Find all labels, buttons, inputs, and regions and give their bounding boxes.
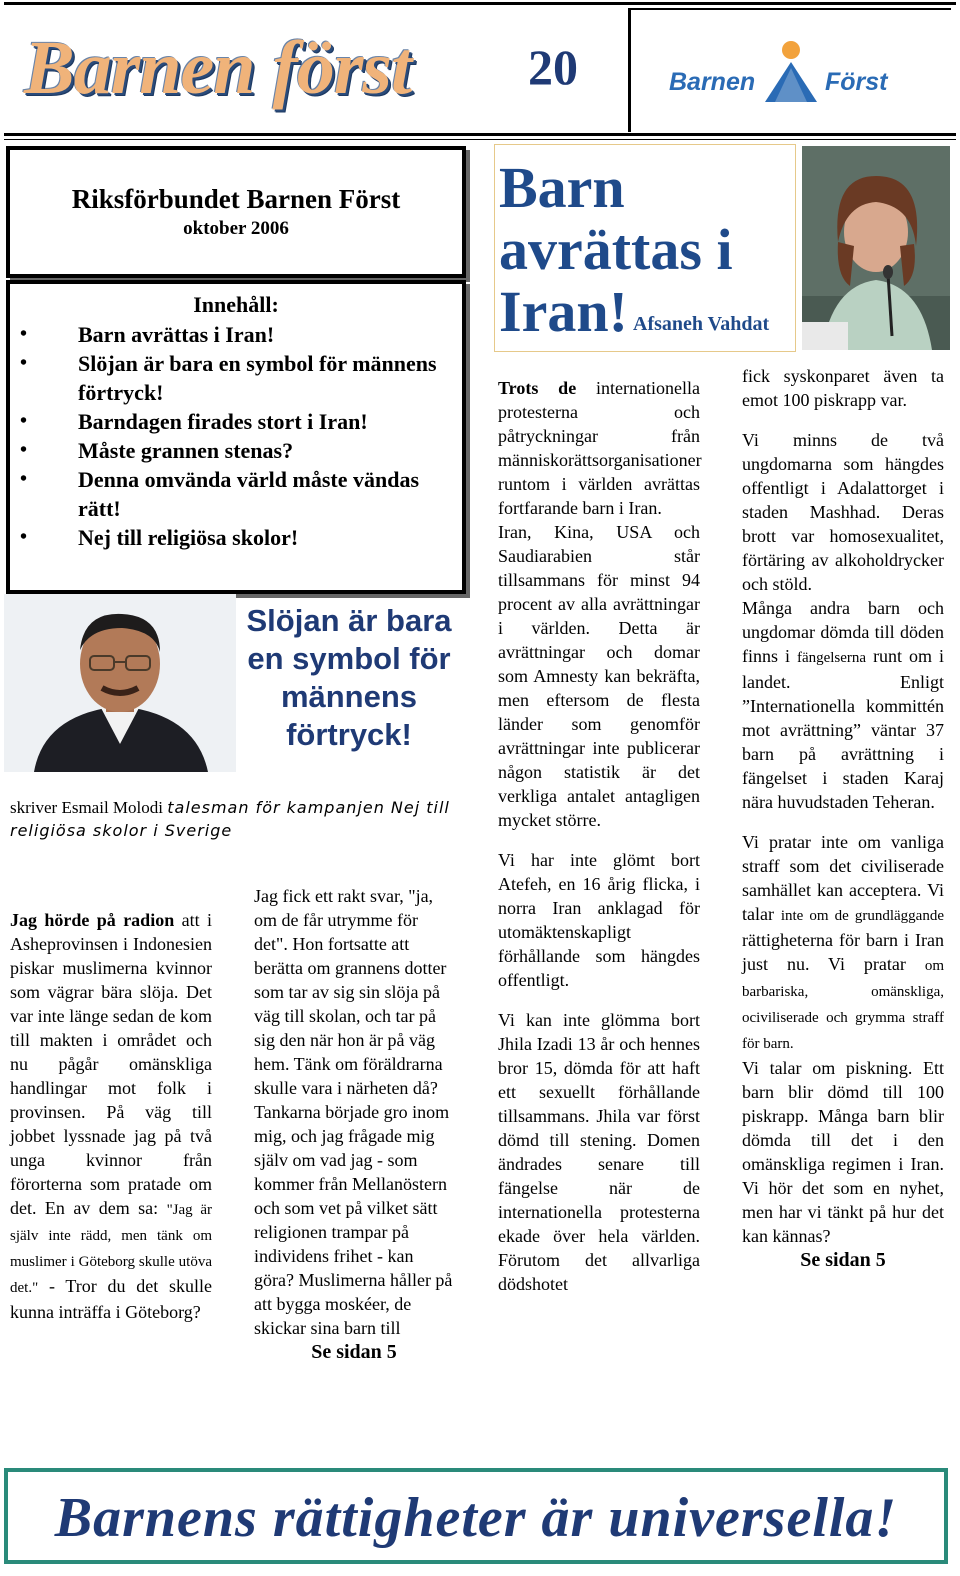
headline-line: avrättas i	[499, 217, 733, 282]
logo-word-left: Barnen	[669, 68, 756, 96]
masthead-bottom-rule-thin	[4, 139, 956, 140]
logo-figure-icon	[761, 38, 821, 104]
see-page-link[interactable]: Se sidan 5	[800, 1249, 886, 1271]
author-photo-vahdat	[802, 146, 950, 350]
footer-slogan: Barnens rättigheter är universella!	[54, 1487, 898, 1549]
see-page-link[interactable]: Se sidan 5	[311, 1341, 397, 1363]
article2-paragraph: Vi minns de två ungdomarna som hängdes offentligt i Adalattorget i staden Mashhad. Deras brott var homosexualitet, förtäring av alkoholdrycker och stöld.	[742, 430, 944, 594]
article1-quote: "Jag är själv inte rädd, men tänk om muslimer i Göteborg skulle utöva det."	[10, 1202, 213, 1296]
headline-line: Barn	[499, 155, 625, 220]
article2-lead: Trots de	[498, 378, 577, 398]
organization-logo	[628, 8, 951, 132]
masthead-top-rule	[4, 2, 956, 5]
article1-text: att i Asheprovinsen i Indonesien piskar muslimerna kvinnor som vägrar bära slöja. Det var inte länge sedan de kom till makten i området och nu pågår omänskliga handlingar mot folk i provinsen. På väg till jobbet lyssnade jag på två unga kvinnor från förorterna som pratade om det. En av dem sa:	[10, 910, 213, 1218]
article2-paragraph: Vi pratar inte om vanliga straff som det civiliserade samhället kan acceptera. Vi talar	[742, 832, 944, 924]
issue-number: 20	[528, 39, 578, 95]
contents-item[interactable]: • Denna omvända värld måste vändas rätt!	[16, 465, 452, 523]
footer-banner	[4, 1468, 948, 1564]
byline-role: talesman för kampanjen Nej till religiösa skolor i Sverige	[10, 798, 450, 840]
organization-box	[6, 146, 466, 278]
contents-item[interactable]: • Måste grannen stenas?	[16, 436, 452, 465]
article2-paragraph: Många andra barn och ungdomar dömda till döden finns i	[742, 598, 944, 666]
contents-item[interactable]: • Barndagen firades stort i Iran!	[16, 407, 452, 436]
organization-name: Riksförbundet Barnen Först	[71, 184, 401, 214]
article2-paragraph: Vi har inte glömt bort Atefeh, en 16 årig flicka, i norra Iran anklagad för utomäktenskapligt förhållande som hängdes offentligt.	[498, 850, 700, 990]
author-photo-molodi	[4, 594, 236, 772]
issue-date: oktober 2006	[183, 218, 289, 239]
byline-author: skriver Esmail Molodi	[10, 798, 163, 817]
contents-item[interactable]: • Nej till religiösa skolor!	[16, 523, 452, 552]
portrait-man-image	[4, 594, 236, 772]
article2-column-1	[498, 376, 700, 1296]
masthead-title: Barnen först	[24, 26, 412, 110]
masthead-bottom-rule	[4, 133, 956, 136]
article2-paragraph: fick syskonparet även ta emot 100 piskrapp var.	[742, 366, 944, 410]
article2-paragraph: Vi kan inte glömma bort Jhila Izadi 13 år och hennes bror 15, dömda för att haft ett sexuellt förhållande tillsammans. Jhila var först dömd till stening. Domen ändrades senare till fängelse när de internationella protesterna ekade över hela världen. Förutom det allvarliga dödshotet	[498, 1010, 700, 1294]
article2-paragraph-small: om barbariska, omänskliga, ociviliserade och grymma straff för barn.	[742, 958, 944, 1052]
contents-item[interactable]: • Barn avrättas i Iran!	[16, 320, 452, 349]
article2-paragraph-small: inte om de grundläggande	[780, 908, 944, 924]
article2-author: Afsaneh Vahdat	[633, 313, 770, 335]
article1-continued-text: Jag fick ett rakt svar, "ja, om de får utrymme för det". Hon fortsatte att berätta om grannens dotter som tar av sig sin slöja på väg till skolan, och tar på sig den när hon är på väg hem. Tänk om föräldrarna skulle vara i närheten då? Tankarna började gro inom mig, och jag frågade mig själv om vad jag - som kommer från Mellanöstern och som vet på vilket sätt religionen trampar på individens frihet - kan göra? Muslimerna håller på att bygga moskéer, de skickar sina barn till	[254, 886, 453, 1338]
logo-word-right: Först	[825, 68, 888, 96]
article1-column-1	[10, 908, 212, 1324]
article2-paragraph: internationella protesterna och påtryckningar från människorättsorganisationer runtom i världen avrättas fortfarande barn i Iran.	[498, 378, 702, 518]
article2-paragraph: Vi talar om piskning. Ett barn blir dömd till 100 piskrapp. Många barn blir dömda till det i den omänskliga regimen i Iran. Vi hör det som en nyhet, men har vi tänkt på hur det kan kännas?	[742, 1058, 944, 1246]
article2-paragraph: Iran, Kina, USA och Saudiarabien står tillsammans för minst 94 procent av alla avrättningar i världen. Detta är avrättningar och domar som Amnesty kan bekräfta, men eftersom de flesta länder som genomför avrättningar inte publicerar någon statistik är det verkliga antalet antagligen mycket större.	[498, 522, 700, 830]
article-headline-iran-box	[494, 144, 796, 352]
article-byline	[10, 796, 450, 842]
portrait-woman-image	[802, 146, 950, 350]
article-headline-slojan: Slöjan är bara en symbol för männens förtryck!	[246, 603, 452, 752]
contents-box	[6, 280, 466, 594]
contents-list	[16, 320, 452, 552]
article2-paragraph: runt om i landet. Enligt ”Internationella kommittén mot avrättning” väntar 37 barn på avrättning i fängelset i staden Karaj nära huvudstaden Teheran.	[742, 646, 944, 812]
article2-column-2	[742, 364, 944, 1272]
article2-paragraph: rättigheterna för barn i Iran just nu. Vi pratar	[742, 930, 944, 974]
article2-paragraph-small: fängelserna	[796, 650, 867, 666]
headline-line: Iran!	[499, 279, 628, 344]
contents-item[interactable]: • Slöjan är bara en symbol för männens förtryck!	[16, 349, 452, 407]
article1-column-2	[254, 884, 454, 1364]
article1-question: - Tror du det skulle kunna inträffa i Göteborg?	[10, 1276, 212, 1322]
contents-heading: Innehåll:	[193, 292, 279, 317]
article1-lead: Jag hörde på radion	[10, 910, 175, 930]
